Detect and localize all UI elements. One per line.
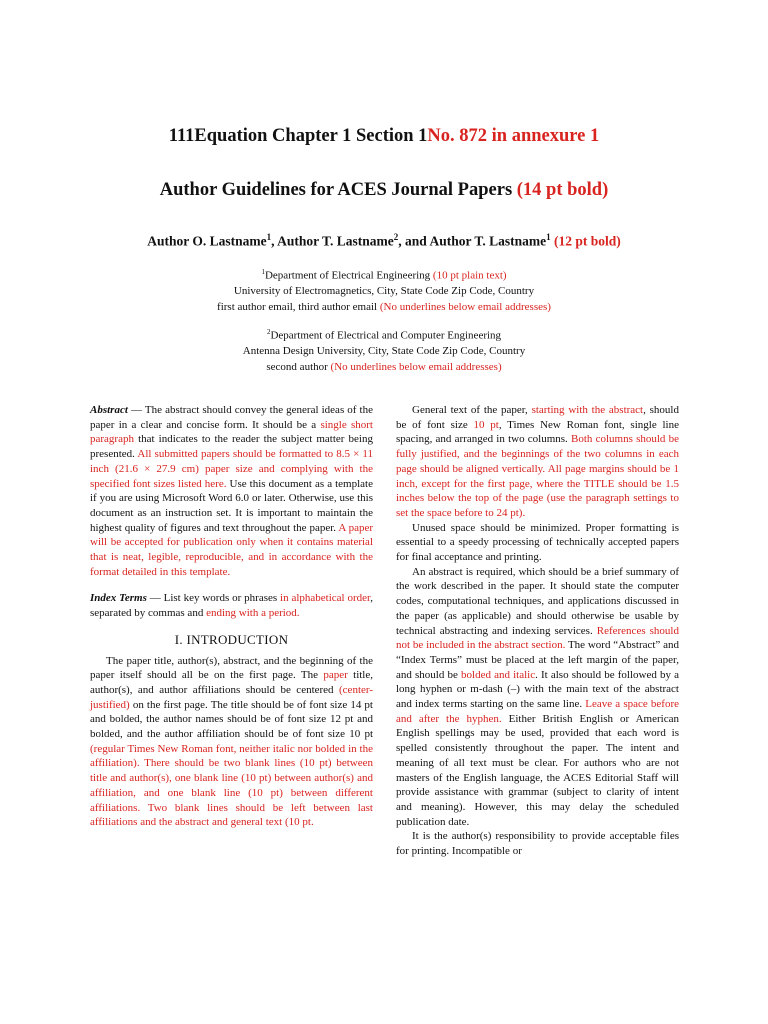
intro-text-2: title, author(s), and author affiliations should be centered <box>90 669 374 696</box>
affiliation-2 <box>0 325 768 375</box>
rc-p3-text-1: An abstract is required, which should be a brief summary of the work described in the paper. It should state the computer codes, computational techniques, and applications discussed in the paper (as applicable) and should otherwise be usable by technical abstracting and indexing services. <box>396 565 679 637</box>
affiliation-2-dept: Department of Electrical and Computer Engineering <box>270 329 502 342</box>
author-3: Author T. Lastname <box>429 233 547 249</box>
abstract-text-2: that indicates to the reader the subject matter being presented. <box>90 433 373 461</box>
affiliation-1-dept: Department of Electrical Engineering <box>264 269 431 282</box>
affiliation-2-email: second author <box>266 360 328 373</box>
abstract-red-1: single short paragraph <box>90 418 373 446</box>
author-sep-2: , and <box>398 233 430 249</box>
title-main: Author Guidelines for ACES Journal Papers <box>159 180 513 200</box>
intro-text-3: on the first page. The title should be of font size 14 pt and bolded, the author names should be of font size 12 pt and bolded, and the author affiliation should be of font size 10 pt <box>90 698 373 741</box>
affiliation-1-sup: 1 <box>261 268 265 276</box>
rc-p1-red-3: Both columns should be fully justified, and the beginnings of the two columns in each page should be aligned vertically. All page margins should be 1 inch, except for the first page, where the TITLE should be 1.5 inches below the top of the page (use the paragraph settings to set the space before to 24 pt). <box>396 433 679 519</box>
affiliation-1-address: University of Electromagnetics, City, State Code Zip Code, Country <box>233 285 535 298</box>
author-3-sup: 1 <box>546 232 551 242</box>
affiliation-1-dept-line <box>0 265 768 284</box>
abstract-red-3: A paper will be accepted for publication only when it contains material that is neat, legible, reproducible, and in accordance with the format detailed in this template. <box>90 521 374 578</box>
intro-text-1: The paper title, author(s), abstract, and the beginning of the paper itself should all be on the first page. The <box>90 654 373 682</box>
affiliation-1-dept-note: (10 pt plain text) <box>432 269 507 282</box>
rc-p3-text-2: The word “Abstract” and “Index Terms” must be placed at the left margin of the paper, and should be <box>396 639 680 681</box>
right-column <box>396 403 679 859</box>
abstract-required-paragraph <box>396 565 679 830</box>
index-terms-text-2: , separated by commas and <box>90 592 373 620</box>
abstract-text-1: — The abstract should convey the general ideas of the paper in a clear and concise form. It should be a <box>90 404 373 431</box>
responsibility-paragraph: It is the author(s) responsibility to provide acceptable files for printing. Incompatible or <box>396 830 679 858</box>
intro-red-2: (center-justified) <box>90 683 373 711</box>
index-terms-red-1: in alphabetical order <box>280 592 371 605</box>
rc-p1-text-2: , should be of font size <box>396 404 679 431</box>
introduction-heading: I. INTRODUCTION <box>174 631 289 647</box>
intro-red-1: paper <box>323 669 348 682</box>
general-text-paragraph <box>396 403 679 521</box>
rc-p3-red-2: bolded and italic <box>461 668 536 681</box>
rc-p1-text-1: General text of the paper, <box>412 404 532 416</box>
index-terms-paragraph <box>90 591 373 620</box>
author-2: Author T. Lastname <box>277 233 394 249</box>
equation-text: 111Equation Chapter 1 Section 1 <box>168 126 428 146</box>
author-sep-1: , <box>271 233 278 249</box>
affiliation-2-address: Antenna Design University, City, State Code Zip Code, Country <box>242 345 526 358</box>
abstract-paragraph <box>90 403 373 579</box>
annex-text: No. 872 in annexure 1 <box>427 126 600 146</box>
paper-title <box>0 180 768 201</box>
rc-p1-red-2: 10 pt <box>473 418 499 431</box>
left-column <box>90 403 373 830</box>
introduction-paragraph <box>90 654 373 830</box>
index-terms-lead: Index Terms <box>90 592 147 605</box>
affiliation-1-email-note: (No underlines below email addresses) <box>379 300 551 313</box>
abstract-text-3: Use this document as a template if you are using Microsoft Word 6.0 or later. Otherwise, use this document as an instruction set. It is important to maintain the highest quality of figures and text throughout the paper. <box>90 477 373 534</box>
rc-p1-red-1: starting with the abstract <box>531 404 644 416</box>
author-line <box>0 232 768 250</box>
rc-p3-red-3: Leave a space before and after the hyphen. <box>396 698 679 725</box>
title-note: (14 pt bold) <box>516 180 609 200</box>
rc-p3-text-4: Either British English or American English spellings may be used, provided that each word is spelled consistently throughout the paper. The intent and meaning of all text must be clear. For authors who are not masters of the English language, the ACES Editorial Staff will provide assistance with grammar (subject to clarity of intent and meaning). However, this may delay the scheduled publication date. <box>396 712 679 828</box>
affiliation-2-dept-line <box>0 325 768 344</box>
rc-p3-text-3: . It also should be followed by a long hyphen or m-dash (–) with the main text of the abstract and index terms starting on the same line. <box>396 668 679 711</box>
affiliation-1-email: first author email, third author email <box>217 300 378 313</box>
equation-header <box>0 126 768 147</box>
affiliation-1-email-line <box>0 300 768 316</box>
abstract-red-2: All submitted papers should be formatted to 8.5 × 11 inch (21.6 × 27.9 cm) paper size and complying with the specified font sizes listed here. <box>90 448 373 490</box>
affiliation-2-email-note: (No underlines below email addresses) <box>330 360 502 373</box>
affiliation-2-sup: 2 <box>266 328 271 336</box>
unused-space-paragraph: Unused space should be minimized. Proper formatting is essential to a speedy processing of technically accepted papers for final acceptance and printing. <box>396 521 679 564</box>
author-2-sup: 2 <box>393 232 399 242</box>
author-note: (12 pt bold) <box>553 233 621 249</box>
author-1: Author O. Lastname <box>147 233 267 249</box>
rc-p3-red-1: References should not be included in the abstract section. <box>396 624 679 652</box>
abstract-lead: Abstract <box>90 404 128 416</box>
affiliation-2-email-line <box>0 360 768 376</box>
index-terms-text-1: — List key words or phrases <box>146 592 281 605</box>
author-1-sup: 1 <box>266 232 272 242</box>
index-terms-red-2: ending with a period. <box>206 607 300 620</box>
intro-red-3: (regular Times New Roman font, neither italic nor bolded in the affiliation). There should be two blank lines (10 pt) between title and author(s), one blank line (10 pt) between author(s) and affiliation, and one blank line (10 pt) between different affiliations. Two blank lines should be left between last affiliations and the abstract and general text (10 pt. <box>90 742 373 829</box>
rc-p1-text-3: , Times New Roman font, single line spacing, and arranged in two columns. <box>396 418 679 446</box>
affiliation-1 <box>0 265 768 315</box>
